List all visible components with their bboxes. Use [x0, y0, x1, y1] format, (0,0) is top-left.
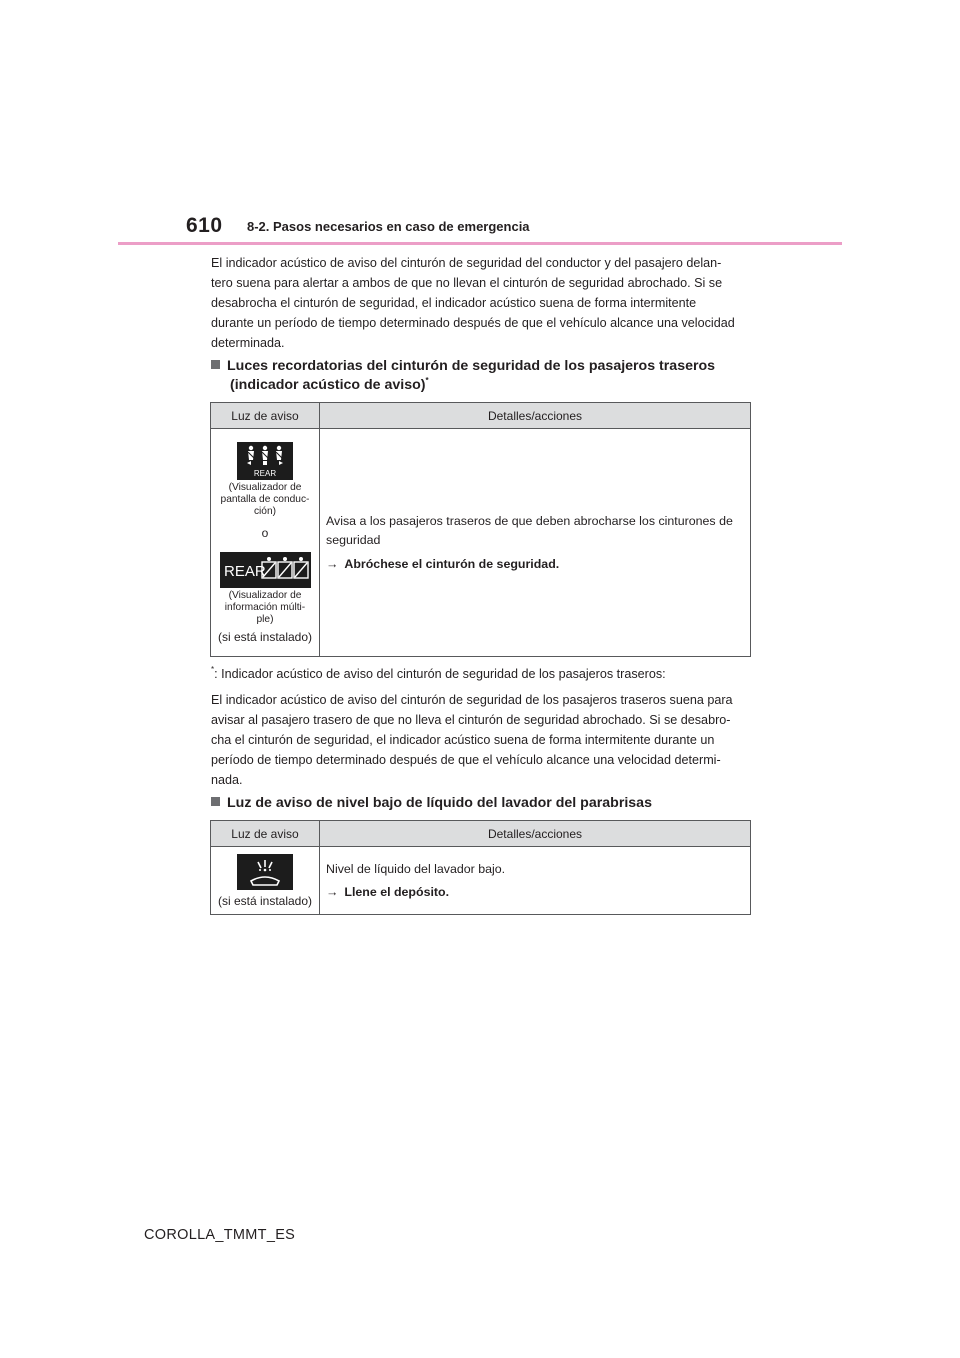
detail-line: seguridad	[326, 532, 381, 547]
action-line	[326, 883, 744, 902]
intro-paragraph	[211, 253, 756, 353]
section2-heading	[211, 794, 771, 813]
footnote-body-line: período de tiempo determinado después de que el vehículo alcance una velocidad determi-	[211, 753, 721, 767]
caption-line: pantalla de conduc-	[220, 493, 310, 505]
intro-line: durante un período de tiempo determinado después de que el vehículo alcance una velocidad	[211, 316, 735, 330]
intro-line: El indicador acústico de aviso del cinturón de seguridad del conductor y del pasajero delan-	[211, 256, 722, 270]
intro-line: tero suena para alertar a ambos de que no llevan el cinturón de seguridad abrochado. Si se	[211, 276, 723, 290]
detail-line: Nivel de líquido del lavador bajo.	[326, 861, 506, 876]
square-bullet-icon	[211, 797, 220, 806]
installed-note: (si está instalado)	[217, 893, 313, 908]
or-text: o	[261, 525, 269, 540]
footnote-body	[211, 690, 756, 790]
arrow-icon: →	[326, 884, 339, 899]
warning-light-cell	[211, 847, 320, 915]
caption-line: ción)	[253, 505, 277, 517]
caption-line: (Visualizador de	[228, 481, 302, 493]
footnote-line	[211, 664, 756, 684]
square-bullet-icon	[211, 360, 220, 369]
detail-line: Avisa a los pasajeros traseros de que deben abrocharse los cinturones de	[326, 513, 733, 528]
intro-line: desabrocha el cinturón de seguridad, el indicador acústico suena de forma intermitente	[211, 296, 697, 310]
section2-heading-text: Luz de aviso de nivel bajo de líquido del lavador del parabrisas	[227, 795, 652, 811]
icon1-caption	[211, 482, 319, 518]
col-header-details: Detalles/acciones	[320, 821, 751, 847]
installed-note: (si está instalado)	[217, 629, 313, 644]
section1-heading-line2: (indicador acústico de aviso)	[230, 377, 426, 393]
rear-label-large: REAR	[223, 562, 266, 580]
action-line	[326, 555, 744, 574]
washer-fluid-icon	[237, 854, 293, 890]
seatbelt-warning-icon	[237, 442, 293, 480]
footnote-mark: *	[211, 665, 215, 674]
header-rule	[118, 242, 842, 245]
col-header-details: Detalles/acciones	[320, 403, 751, 429]
caption-line: (Visualizador de	[228, 589, 302, 601]
intro-line: determinada.	[211, 336, 285, 350]
footnote-body-line: nada.	[211, 773, 243, 787]
icon2-caption	[211, 590, 319, 626]
details-cell	[320, 847, 751, 915]
footnote-text: : Indicador acústico de aviso del cinturón de seguridad de los pasajeros traseros:	[214, 667, 666, 681]
footnote-body-line: avisar al pasajero trasero de que no lleva el cinturón de seguridad abrochado. Si se desabro-	[211, 713, 731, 727]
details-cell	[320, 429, 751, 657]
washer-fluid-table	[210, 820, 751, 915]
footer-model-code: COROLLA_TMMT_ES	[144, 1227, 296, 1243]
page-number: 610	[186, 214, 223, 237]
arrow-icon: →	[326, 556, 339, 571]
warning-light-cell	[211, 429, 320, 657]
col-header-warning-light: Luz de aviso	[211, 821, 320, 847]
action-text: Abróchese el cinturón de seguridad.	[344, 556, 560, 571]
section1-heading-line1: Luces recordatorias del cinturón de seguridad de los pasajeros traseros	[227, 358, 716, 374]
col-header-warning-light: Luz de aviso	[211, 403, 320, 429]
action-text: Llene el depósito.	[344, 884, 450, 899]
footnote-body-line: El indicador acústico de aviso del cinturón de seguridad de los pasajeros traseros suena para	[211, 693, 733, 707]
footnote-body-line: cha el cinturón de seguridad, el indicador acústico suena de forma intermitente durante un	[211, 733, 715, 747]
caption-line: ple)	[256, 613, 274, 625]
section-title: 8-2. Pasos necesarios en caso de emergencia	[247, 219, 530, 234]
rear-seatbelt-table	[210, 402, 751, 657]
section1-heading	[211, 357, 771, 395]
footnote-mark: *	[425, 376, 429, 385]
caption-line: información múlti-	[224, 601, 306, 613]
rear-label-small: REAR	[253, 468, 277, 478]
rear-seatbelt-mid-icon	[220, 552, 311, 588]
